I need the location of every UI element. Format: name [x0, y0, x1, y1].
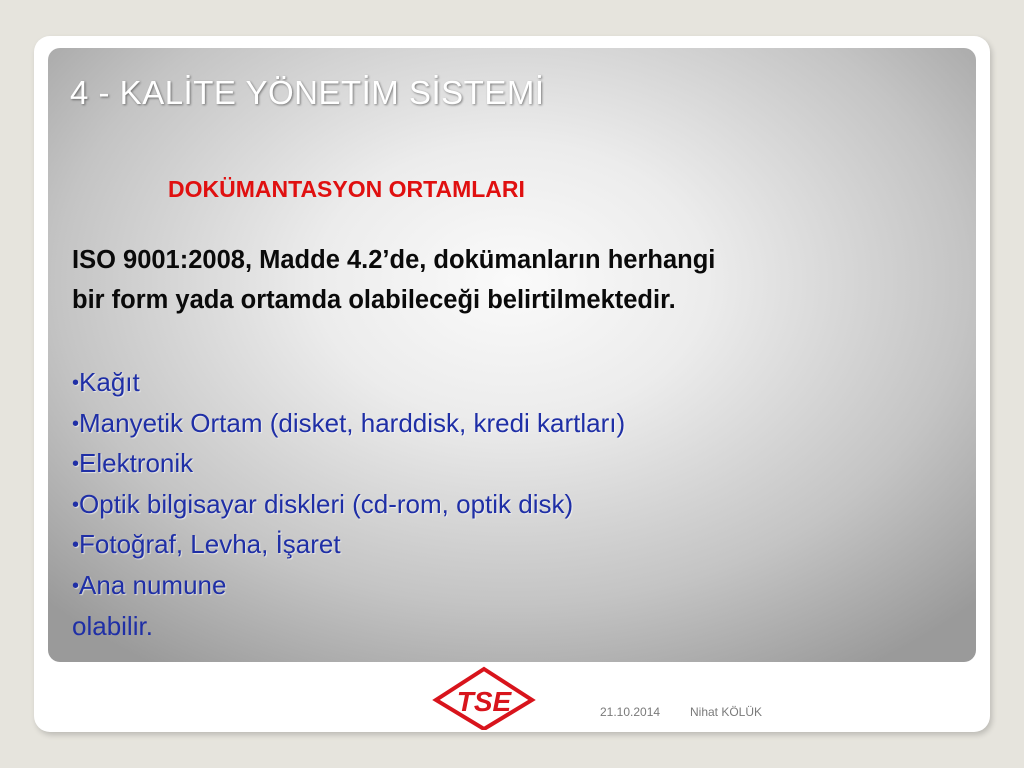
bullet-icon: • — [72, 412, 80, 435]
closing-text: olabilir. — [72, 611, 153, 641]
list-item-text: Kağıt — [79, 367, 140, 397]
slide-subtitle: DOKÜMANTASYON ORTAMLARI — [168, 176, 525, 202]
list-item — [72, 524, 625, 565]
footer-author: Nihat KÖLÜK — [690, 705, 763, 719]
media-list — [72, 362, 625, 605]
tse-logo — [432, 666, 536, 730]
list-item — [72, 362, 625, 403]
list-item-text: Elektronik — [79, 448, 194, 478]
list-item-text: Manyetik Ortam (disket, harddisk, kredi kartları) — [79, 407, 626, 438]
bullet-icon: • — [72, 574, 80, 597]
list-item — [72, 443, 625, 484]
footer-date: 21.10.2014 — [600, 705, 661, 719]
list-item-text: Fotoğraf, Levha, İşaret — [79, 529, 341, 559]
intro-text — [72, 240, 952, 320]
tse-logo-text: TSE — [456, 686, 512, 717]
intro-line-1: ISO 9001:2008, Madde 4.2’de, dokümanların herhangi — [72, 246, 716, 274]
list-item — [72, 484, 625, 525]
list-item — [72, 403, 625, 444]
intro-line-2: bir form yada ortamda olabileceği belirtilmektedir. — [72, 286, 676, 314]
list-item — [72, 565, 625, 606]
tse-logo-icon — [432, 666, 536, 730]
slide-title: 4 - KALİTE YÖNETİM SİSTEMİ — [70, 74, 545, 111]
bullet-icon: • — [72, 453, 80, 475]
list-item-text: Optik bilgisayar diskleri (cd-rom, optik disk) — [79, 488, 574, 519]
bullet-icon: • — [72, 534, 80, 556]
list-item-text: Ana numune — [79, 569, 227, 600]
bullet-icon: • — [72, 493, 80, 516]
bullet-icon: • — [72, 372, 80, 394]
